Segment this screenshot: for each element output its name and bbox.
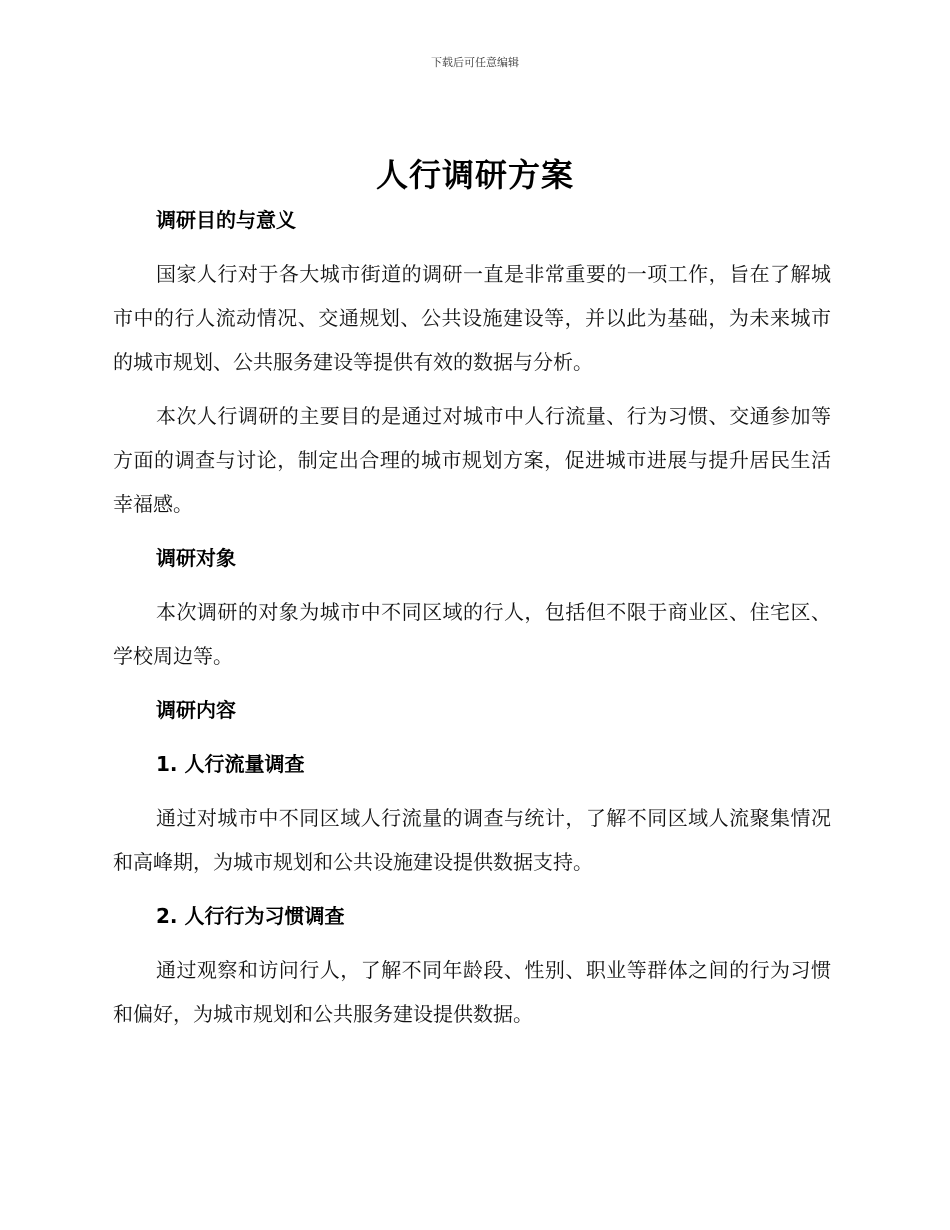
page-title: 人行调研方案 xyxy=(375,156,574,194)
subsection-heading-behavior: 2. 人行行为习惯调查 xyxy=(156,904,345,928)
document-body xyxy=(113,198,831,1036)
page-header-note: 下载后可任意编辑 xyxy=(431,56,519,69)
paragraph-flow: 通过对城市中不同区域人行流量的调查与统计，了解不同区域人流聚集情况和高峰期，为城市规划和公共设施建设提供数据支持。 xyxy=(113,806,831,874)
section-heading-subjects: 调研对象 xyxy=(156,546,236,570)
paragraph-purpose-1: 国家人行对于各大城市街道的调研一直是非常重要的一项工作，旨在了解城市中的行人流动情况、交通规划、公共设施建设等，并以此为基础，为未来城市的城市规划、公共服务建设等提供有效的数据与分析。 xyxy=(113,262,831,374)
section-heading-purpose: 调研目的与意义 xyxy=(156,208,296,232)
paragraph-purpose-2: 本次人行调研的主要目的是通过对城市中人行流量、行为习惯、交通参加等方面的调查与讨论，制定出合理的城市规划方案，促进城市进展与提升居民生活幸福感。 xyxy=(113,404,831,516)
paragraph-subjects: 本次调研的对象为城市中不同区域的行人，包括但不限于商业区、住宅区、学校周边等。 xyxy=(113,600,831,668)
subsection-heading-flow: 1. 人行流量调查 xyxy=(156,752,305,776)
paragraph-behavior: 通过观察和访问行人，了解不同年龄段、性别、职业等群体之间的行为习惯和偏好，为城市规划和公共服务建设提供数据。 xyxy=(113,958,831,1026)
section-heading-content: 调研内容 xyxy=(156,698,236,722)
